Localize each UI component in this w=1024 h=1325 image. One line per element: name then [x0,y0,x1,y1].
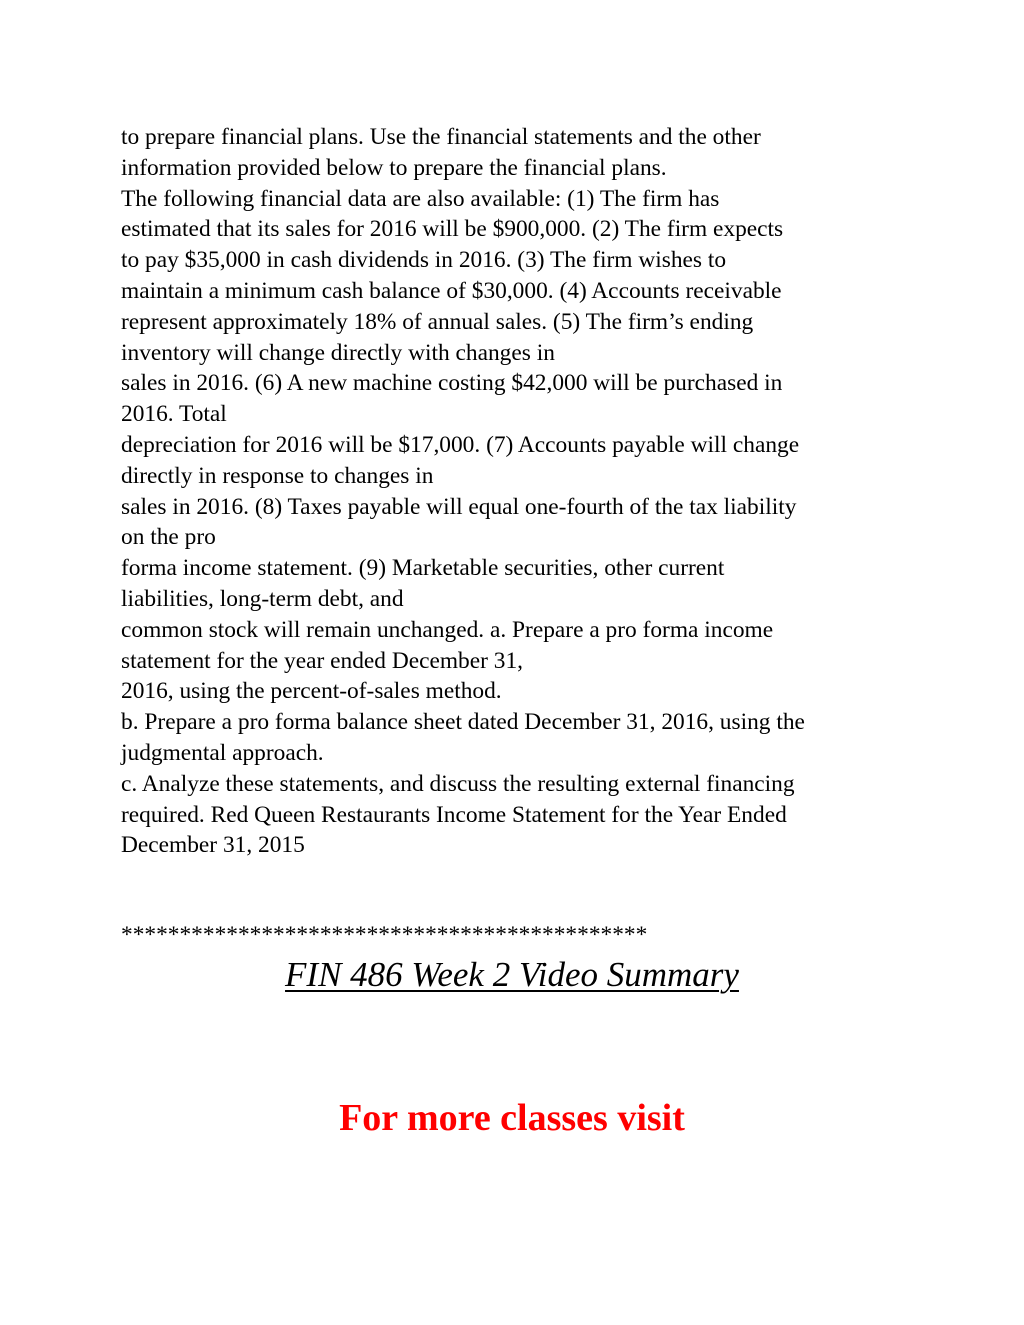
body-line: required. Red Queen Restaurants Income Statement for the Year Ended [121,801,787,828]
body-line: information provided below to prepare the financial plans. [121,154,667,181]
body-line: b. Prepare a pro forma balance sheet dated December 31, 2016, using the [121,709,805,736]
body-line: directly in response to changes in [121,462,434,489]
body-line: to pay $35,000 in cash dividends in 2016. (3) The firm wishes to [121,247,727,274]
body-line: statement for the year ended December 31, [121,647,524,674]
body-line: liabilities, long-term debt, and [121,585,404,612]
body-line: represent approximately 18% of annual sales. (5) The firm’s ending [121,308,754,335]
section-title [0,952,1024,998]
body-line: inventory will change directly with changes in [121,339,555,366]
body-line: December 31, 2015 [121,832,305,859]
body-line: estimated that its sales for 2016 will be $900,000. (2) The firm expects [121,216,784,243]
body-line: common stock will remain unchanged. a. Prepare a pro forma income [121,616,774,643]
body-line: depreciation for 2016 will be $17,000. (7) Accounts payable will change [121,431,800,458]
body-line: 2016, using the percent-of-sales method. [121,678,502,705]
body-paragraph [121,122,921,861]
body-line: judgmental approach. [121,739,324,766]
body-line: forma income statement. (9) Marketable securities, other current [121,555,725,582]
body-line: sales in 2016. (8) Taxes payable will equal one-fourth of the tax liability [121,493,797,520]
call-to-action: For more classes visit [339,1097,685,1139]
body-line: on the pro [121,524,216,551]
body-line: sales in 2016. (6) A new machine costing $42,000 will be purchased in [121,370,783,397]
separator-line: ********************************************* [121,922,648,948]
body-line: maintain a minimum cash balance of $30,000. (4) Accounts receivable [121,277,782,304]
body-line: c. Analyze these statements, and discuss the resulting external financing [121,770,795,797]
body-line: The following financial data are also available: (1) The firm has [121,185,720,212]
body-line: to prepare financial plans. Use the financial statements and the other [121,124,761,150]
body-line: 2016. Total [121,401,227,428]
section-title-text: FIN 486 Week 2 Video Summary [285,955,739,994]
